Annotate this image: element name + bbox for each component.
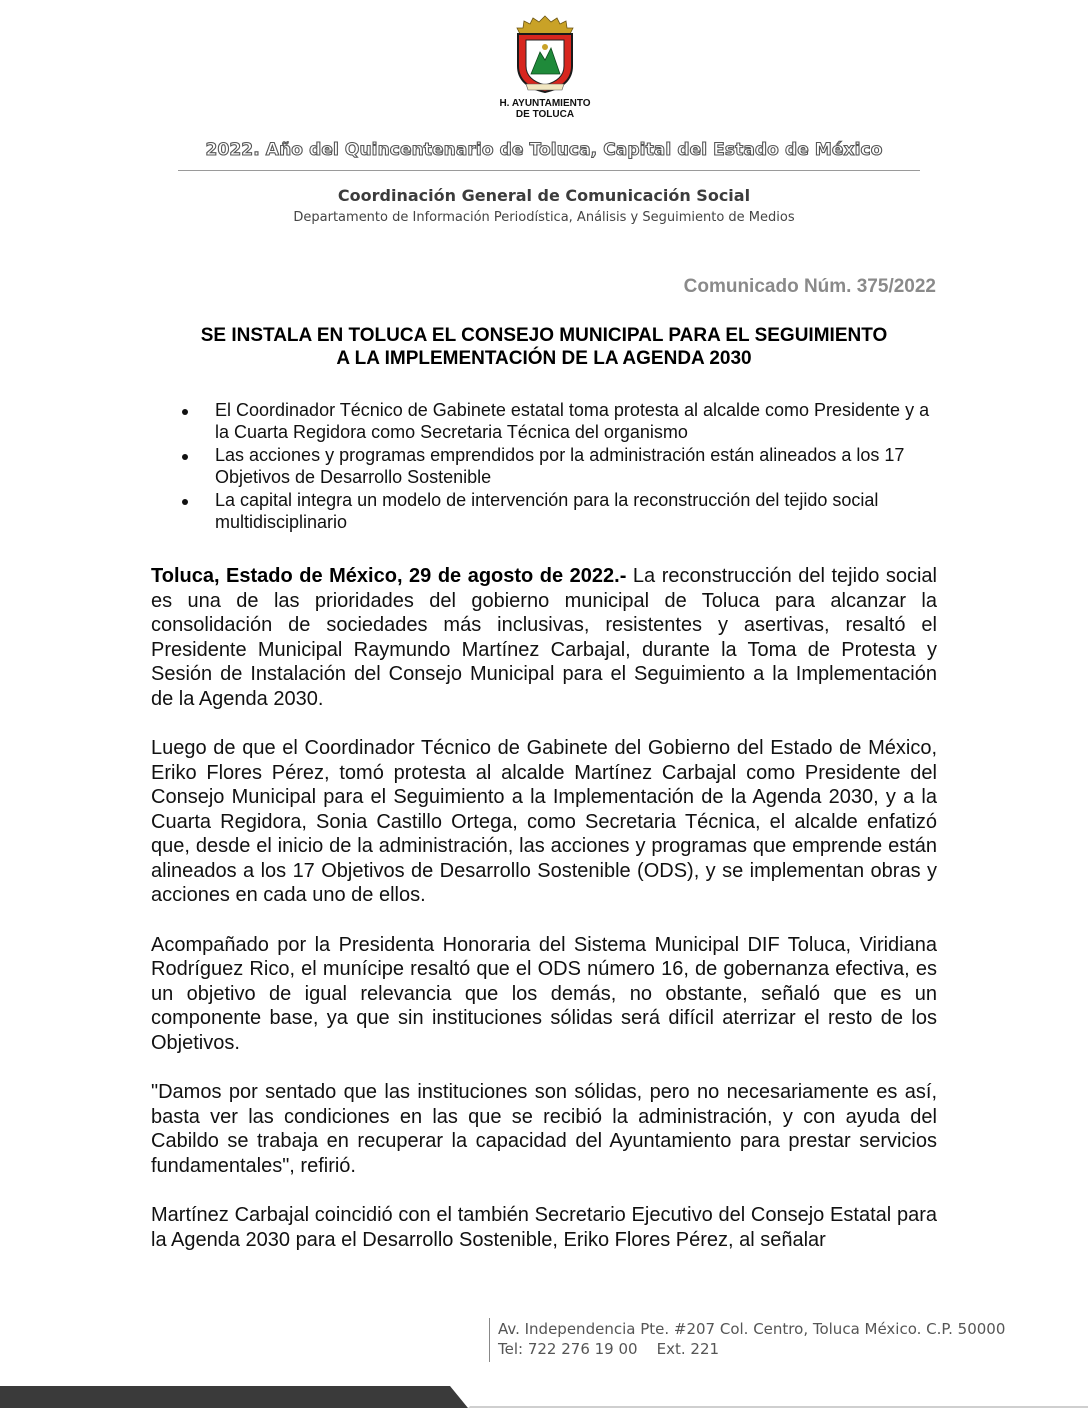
- logo-caption-line1: H. AYUNTAMIENTO: [499, 98, 591, 109]
- paragraph-1-text: La reconstrucción del tejido social es una de las prioridades del gobierno municipal de Toluca para alcanzar la consolidación de sociedades más inclusivas, resistentes y asertivas, resaltó el Presidente Municipal Raymundo Martínez Carbajal, durante la Toma de Protesta y Sesión de Instalación del Consejo Municipal para el Seguimiento a la Implementación de la Agenda 2030.: [151, 565, 937, 710]
- paragraph-1: [151, 564, 937, 711]
- department-subtitle: Departamento de Información Periodística, Análisis y Seguimiento de Medios: [293, 210, 795, 225]
- bullet-icon: [182, 499, 188, 505]
- header-divider: [178, 170, 920, 171]
- headline-line2: A LA IMPLEMENTACIÓN DE LA AGENDA 2030: [336, 348, 752, 369]
- bullet-item: [176, 490, 938, 533]
- headline-line1: SE INSTALA EN TOLUCA EL CONSEJO MUNICIPAL PARA EL SEGUIMIENTO: [200, 325, 888, 346]
- dateline: Toluca, Estado de México, 29 de agosto de 2022.-: [151, 565, 627, 587]
- coordination-title: Coordinación General de Comunicación Social: [337, 186, 751, 205]
- article-body: [151, 564, 937, 1277]
- footer-address: Av. Independencia Pte. #207 Col. Centro, Toluca México. C.P. 50000: [498, 1320, 1006, 1338]
- toluca-coat-of-arms-logo: [486, 14, 604, 120]
- footer-phone: Tel: 722 276 19 00 Ext. 221: [498, 1340, 720, 1358]
- bullet-icon: [182, 409, 188, 415]
- year-motto: 2022. Año del Quincentenario de Toluca, Capital del Estado de México: [205, 140, 883, 160]
- bullet-text: La capital integra un modelo de intervención para la reconstrucción del tejido social multidisciplinario: [215, 490, 879, 532]
- coat-of-arms-shield-icon: [510, 14, 580, 96]
- headline: [150, 324, 938, 370]
- footer-divider: [489, 1318, 490, 1362]
- communique-number: Comunicado Núm. 375/2022: [683, 276, 936, 297]
- paragraph-3: Acompañado por la Presidenta Honoraria del Sistema Municipal DIF Toluca, Viridiana Rodríguez Rico, el munícipe resaltó que el ODS número 16, de gobernanza efectiva, es un objetivo de igual relevancia que los demás, no obstante, señaló que es un componente base, ya que sin instituciones sólidas será difícil aterrizar el resto de los Objetivos.: [151, 933, 937, 1054]
- bullet-icon: [182, 454, 188, 460]
- paragraph-4: "Damos por sentado que las instituciones son sólidas, pero no necesariamente es así, basta ver las condiciones en las que se recibió la administración, y con ayuda del Cabildo se trabaja en recuperar la capacidad del Ayuntamiento para prestar servicios fundamentales", refirió.: [151, 1081, 937, 1177]
- bottom-decorative-band: [0, 1386, 1088, 1408]
- summary-bullets: [176, 400, 938, 535]
- bullet-text: El Coordinador Técnico de Gabinete estatal toma protesta al alcalde como Presidente y a la Cuarta Regidora como Secretaria Técnica del organismo: [215, 400, 930, 442]
- bullet-item: [176, 445, 938, 488]
- bullet-item: [176, 400, 938, 443]
- paragraph-5: Martínez Carbajal coincidió con el también Secretario Ejecutivo del Consejo Estatal para la Agenda 2030 para el Desarrollo Sostenible, Eriko Flores Pérez, al señalar: [151, 1204, 937, 1251]
- logo-caption-line2: DE TOLUCA: [515, 109, 575, 120]
- bullet-text: Las acciones y programas emprendidos por la administración están alineados a los 17 Objetivos de Desarrollo Sostenible: [215, 445, 905, 487]
- paragraph-2: Luego de que el Coordinador Técnico de Gabinete del Gobierno del Estado de México, Eriko Flores Pérez, tomó protesta al alcalde Martínez Carbajal como Presidente del Consejo Municipal para el Seguimiento a la Implementación de la Agenda 2030, y a la Cuarta Regidora, Sonia Castillo Ortega, como Secretaria Técnica, el alcalde enfatizó que, desde el inicio de la administración, las acciones y programas que emprende están alineados a los 17 Objetivos de Desarrollo Sostenible (ODS), y se implementan obras y acciones en cada uno de ellos.: [151, 737, 937, 906]
